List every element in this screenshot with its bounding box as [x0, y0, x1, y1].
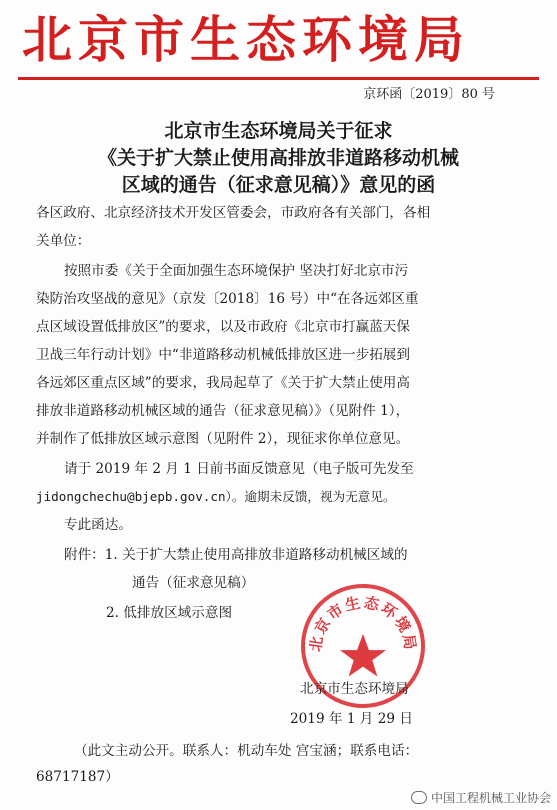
attachment-line-1: 附件：1. 关于扩大禁止使用高排放非道路移动机械区域的 [64, 547, 408, 563]
addressee-line-2: 关单位： [36, 233, 91, 249]
body-line: 染防治攻坚战的意见》（京发〔2018〕16 号）中“在各远郊区重 [36, 291, 419, 307]
signature-org: 北京市生态环境局 [300, 681, 409, 697]
title-line-2: 《关于扩大禁止使用高排放非道路移动机械 [97, 147, 459, 169]
feedback-email-line: jidongchechu@bjepb.gov.cn）。逾期未反馈，视为无意见。 [36, 489, 396, 504]
closing-line: 专此函达。 [64, 517, 132, 533]
public-note-line-2: 68717187） [36, 769, 119, 785]
body-line: 按照市委《关于全面加强生态环境保护 坚决打好北京市污 [64, 263, 409, 279]
watermark-text: 中国工程机械工业协会 [430, 791, 551, 805]
body-line: 请于 2019 年 2 月 1 日前书面反馈意见（电子版可先发至 [64, 461, 414, 477]
body-line: 并制作了低排放区域示意图（见附件 2），现征求你单位意见。 [36, 431, 410, 447]
title-line-3: 区域的通告（征求意见稿）》意见的函 [121, 174, 436, 196]
svg-text:北京市生态环境局: 北京市生态环境局 [306, 593, 420, 653]
body-line: 排放非道路移动机械区域的通告（征求意见稿）》（见附件 1）， [36, 403, 410, 419]
attachment-line-3: 2. 低排放区域示意图 [106, 605, 233, 621]
signature-date: 2019 年 1 月 29 日 [290, 711, 413, 727]
title-line-1: 北京市生态环境局关于征求 [164, 120, 393, 142]
body-line: 点区域设置低排放区”的要求，以及市政府《北京市打赢蓝天保 [36, 319, 410, 335]
addressee-line-1: 各区政府、北京经济技术开发区管委会，市政府各有关部门，各相 [36, 205, 431, 221]
seal-star-icon [340, 634, 386, 677]
body-line: 各远郊区重点区域”的要求，我局起草了《关于扩大禁止使用高 [36, 375, 410, 391]
letterhead [0, 0, 557, 82]
attachment-line-2: 通告（征求意见稿） [132, 575, 255, 591]
letterhead-red-rule [18, 77, 539, 80]
document-number: 京环函〔2019〕80 号 [363, 87, 495, 102]
letterhead-org-name: 北京市生态环境局 [22, 10, 470, 69]
wechat-icon [411, 791, 427, 804]
source-watermark [411, 789, 551, 806]
body-line: 卫战三年行动计划》中“非道路移动机械低排放区进一步拓展到 [36, 347, 410, 363]
public-note-line-1: （此文主动公开。联系人：机动车处 宫宝涵；联系电话： [74, 743, 419, 759]
